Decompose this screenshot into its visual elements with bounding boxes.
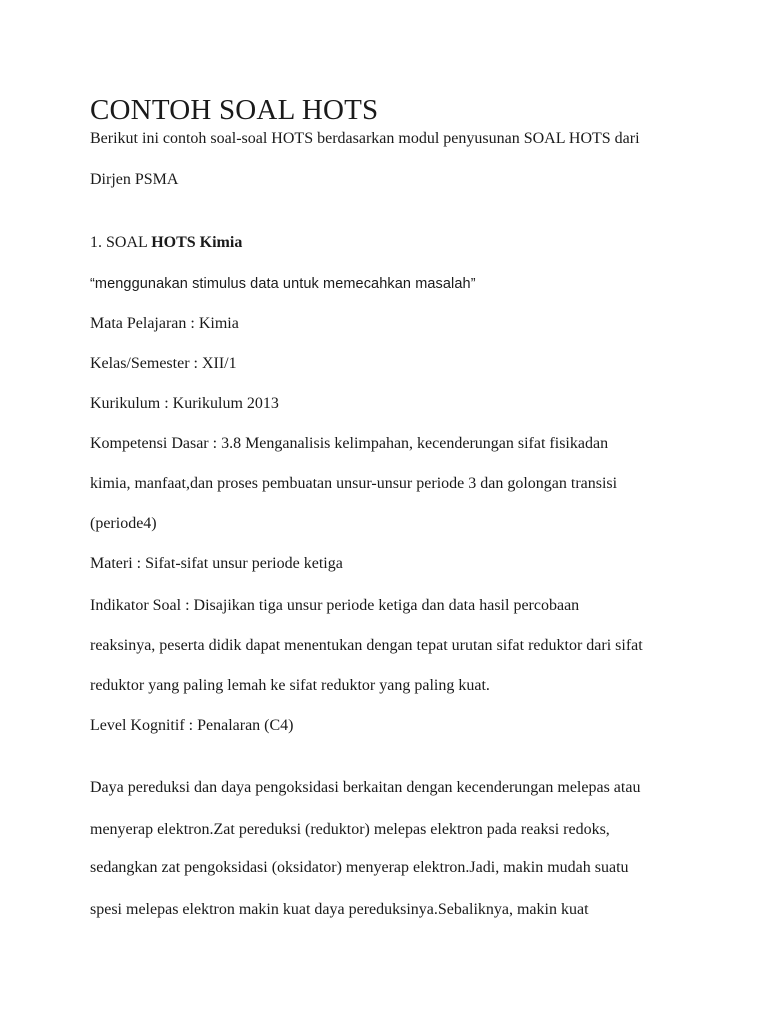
indikator-line-3: reduktor yang paling lemah ke sifat reduktor yang paling kuat.: [90, 677, 490, 694]
section-prefix: 1. SOAL: [90, 234, 152, 251]
kompetensi-line-3: (periode4): [90, 515, 157, 532]
paragraph-line-2: menyerap elektron.Zat pereduksi (reduktor) melepas elektron pada reaksi redoks,: [90, 821, 610, 838]
indikator-line-2: reaksinya, peserta didik dapat menentukan dengan tepat urutan sifat reduktor dari sifat: [90, 637, 643, 654]
level-kognitif: Level Kognitif : Penalaran (C4): [90, 717, 294, 734]
intro-line-1: Berikut ini contoh soal-soal HOTS berdasarkan modul penyusunan SOAL HOTS dari: [90, 130, 640, 147]
paragraph-line-4: spesi melepas elektron makin kuat daya pereduksinya.Sebaliknya, makin kuat: [90, 901, 589, 918]
kelas-semester: Kelas/Semester : XII/1: [90, 355, 237, 372]
kompetensi-line-2: kimia, manfaat,dan proses pembuatan unsur-unsur periode 3 dan golongan transisi: [90, 475, 618, 492]
stimulus-quote: “menggunakan stimulus data untuk memecahkan masalah”: [90, 276, 476, 292]
kurikulum: Kurikulum : Kurikulum 2013: [90, 395, 279, 412]
intro-line-2: Dirjen PSMA: [90, 171, 179, 188]
document-title: CONTOH SOAL HOTS: [90, 94, 379, 126]
section-bold: HOTS Kimia: [151, 234, 243, 251]
kompetensi-line-1: Kompetensi Dasar : 3.8 Menganalisis kelimpahan, kecenderungan sifat fisikadan: [90, 435, 609, 452]
section-heading: [90, 233, 242, 253]
materi: Materi : Sifat-sifat unsur periode ketiga: [90, 555, 343, 572]
mata-pelajaran: Mata Pelajaran : Kimia: [90, 315, 239, 332]
indikator-line-1: Indikator Soal : Disajikan tiga unsur periode ketiga dan data hasil percobaan: [90, 597, 580, 614]
paragraph-line-1: Daya pereduksi dan daya pengoksidasi berkaitan dengan kecenderungan melepas atau: [90, 779, 641, 796]
paragraph-line-3: sedangkan zat pengoksidasi (oksidator) menyerap elektron.Jadi, makin mudah suatu: [90, 859, 629, 876]
